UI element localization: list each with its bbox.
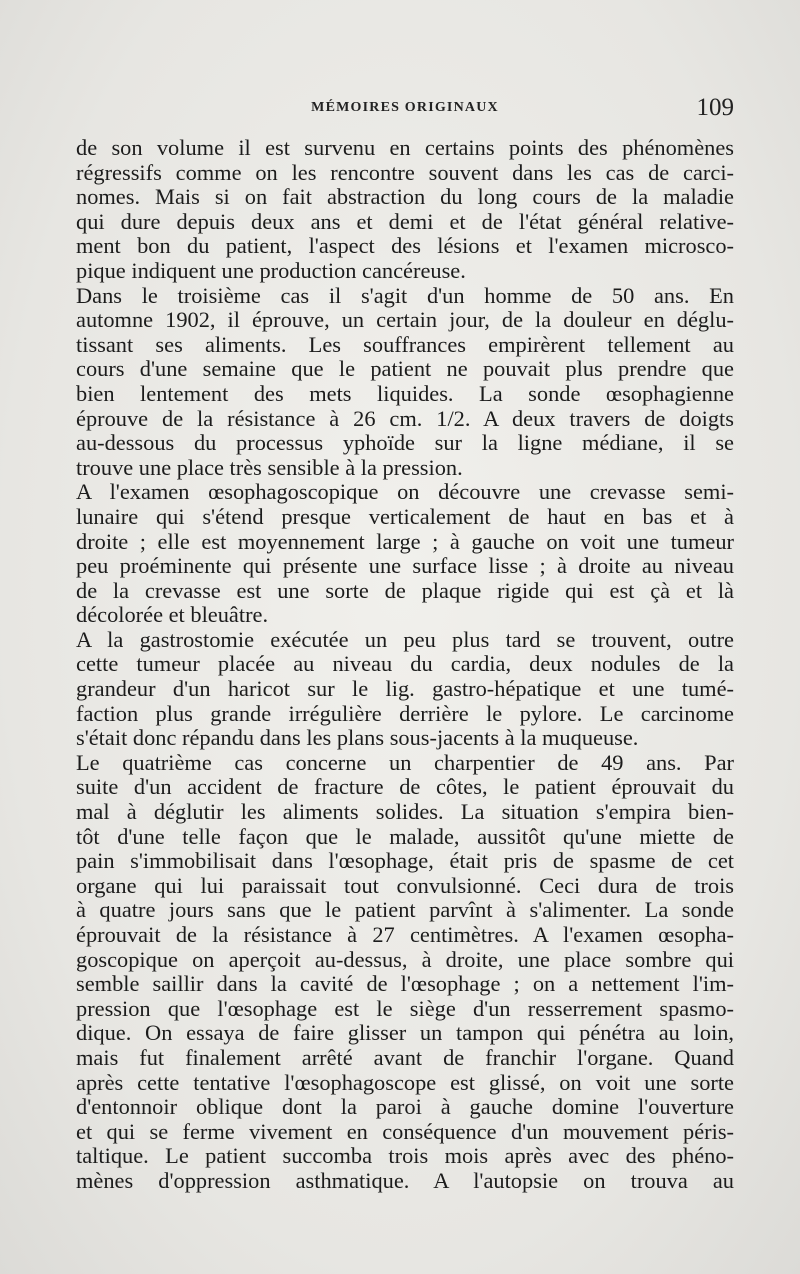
text-line: suite d'un accident de fracture de côtes, le patient éprouvait du [76, 775, 734, 800]
text-line: mal à déglutir les aliments solides. La situation s'empira bien- [76, 800, 734, 825]
text-line: faction plus grande irrégulière derrière le pylore. Le carcinome [76, 701, 734, 726]
text-line: pain s'immobilisait dans l'œsophage, était pris de spasme de cet [76, 849, 734, 874]
text-line: droite ; elle est moyennement large ; à gauche on voit une tumeur [76, 529, 734, 554]
text-line: qui dure depuis deux ans et demi et de l'état général relative- [76, 209, 734, 234]
text-line: cours d'une semaine que le patient ne pouvait plus prendre que [76, 357, 734, 382]
text-line: d'entonnoir oblique dont la paroi à gauche domine l'ouverture [76, 1095, 734, 1120]
text-line: tôt d'une telle façon que le malade, aussitôt qu'une miette de [76, 824, 734, 849]
text-line: trouve une place très sensible à la pression. [76, 455, 463, 480]
text-line: après cette tentative l'œsophagoscope est glissé, on voit une sorte [76, 1070, 734, 1095]
text-line: goscopique on aperçoit au-dessus, à droite, une place sombre qui [76, 947, 734, 972]
body-text [76, 136, 734, 1194]
text-line: Le quatrième cas concerne un charpentier de 49 ans. Par [76, 750, 734, 775]
text-line: éprouvait de la résistance à 27 centimètres. A l'examen œsopha- [76, 923, 734, 947]
text-line: nomes. Mais si on fait abstraction du long cours de la maladie [76, 185, 734, 210]
text-line: A la gastrostomie exécutée un peu plus tard se trouvent, outre [76, 627, 734, 652]
text-line: pique indiquent une production cancéreuse. [76, 258, 466, 283]
text-line: mènes d'oppression asthmatique. A l'autopsie on trouva au [76, 1168, 734, 1193]
page-number: 109 [696, 94, 734, 121]
text-line: à quatre jours sans que le patient parvînt à s'alimenter. La sonde [76, 898, 734, 923]
text-line: de son volume il est survenu en certains points des phénomènes [76, 136, 734, 160]
text-line: semble saillir dans la cavité de l'œsophage ; on a nettement l'im- [76, 972, 734, 997]
text-line: régressifs comme on les rencontre souvent dans les cas de carci- [76, 160, 734, 185]
running-header [76, 94, 734, 124]
text-line: décolorée et bleuâtre. [76, 603, 269, 628]
text-line: et qui se ferme vivement en conséquence d'un mouvement péris- [76, 1119, 734, 1144]
text-line: tissant ses aliments. Les souffrances empirèrent tellement au [76, 332, 734, 357]
text-line: au-dessous du processus yphoïde sur la ligne médiane, il se [76, 431, 734, 456]
text-line: A l'examen œsophagoscopique on découvre une crevasse semi- [76, 480, 734, 505]
text-line: de la crevasse est une sorte de plaque rigide qui est çà et là [76, 578, 734, 603]
text-line: grandeur d'un haricot sur le lig. gastro-hépatique et une tumé- [76, 677, 734, 702]
text-line: cette tumeur placée au niveau du cardia, deux nodules de la [76, 652, 734, 677]
text-line: Dans le troisième cas il s'agit d'un homme de 50 ans. En [76, 283, 734, 308]
text-line: mais fut finalement arrêté avant de franchir l'organe. Quand [76, 1045, 734, 1070]
text-line: ment bon du patient, l'aspect des lésions et l'examen microsco- [76, 234, 734, 259]
text-line: bien lentement des mets liquides. La sonde œsophagienne [76, 381, 734, 406]
text-line: s'était donc répandu dans les plans sous-jacents à la muqueuse. [76, 726, 639, 751]
text-line: taltique. Le patient succomba trois mois après avec des phéno- [76, 1144, 734, 1169]
text-line: organe qui lui paraissait tout convulsionné. Ceci dura de trois [76, 873, 734, 898]
text-line: pression que l'œsophage est le siège d'un resserrement spasmo- [76, 996, 734, 1021]
text-line: lunaire qui s'étend presque verticalement de haut en bas et à [76, 504, 734, 529]
text-line: peu proéminente qui présente une surface lisse ; à droite au niveau [76, 554, 734, 579]
text-line: automne 1902, il éprouve, un certain jour, de la douleur en déglu- [76, 308, 734, 333]
text-line: éprouve de la résistance à 26 cm. 1/2. A deux travers de doigts [76, 406, 734, 431]
text-line: dique. On essaya de faire glisser un tampon qui pénétra au loin, [76, 1021, 734, 1046]
running-title: MÉMOIRES ORIGINAUX [311, 100, 499, 115]
